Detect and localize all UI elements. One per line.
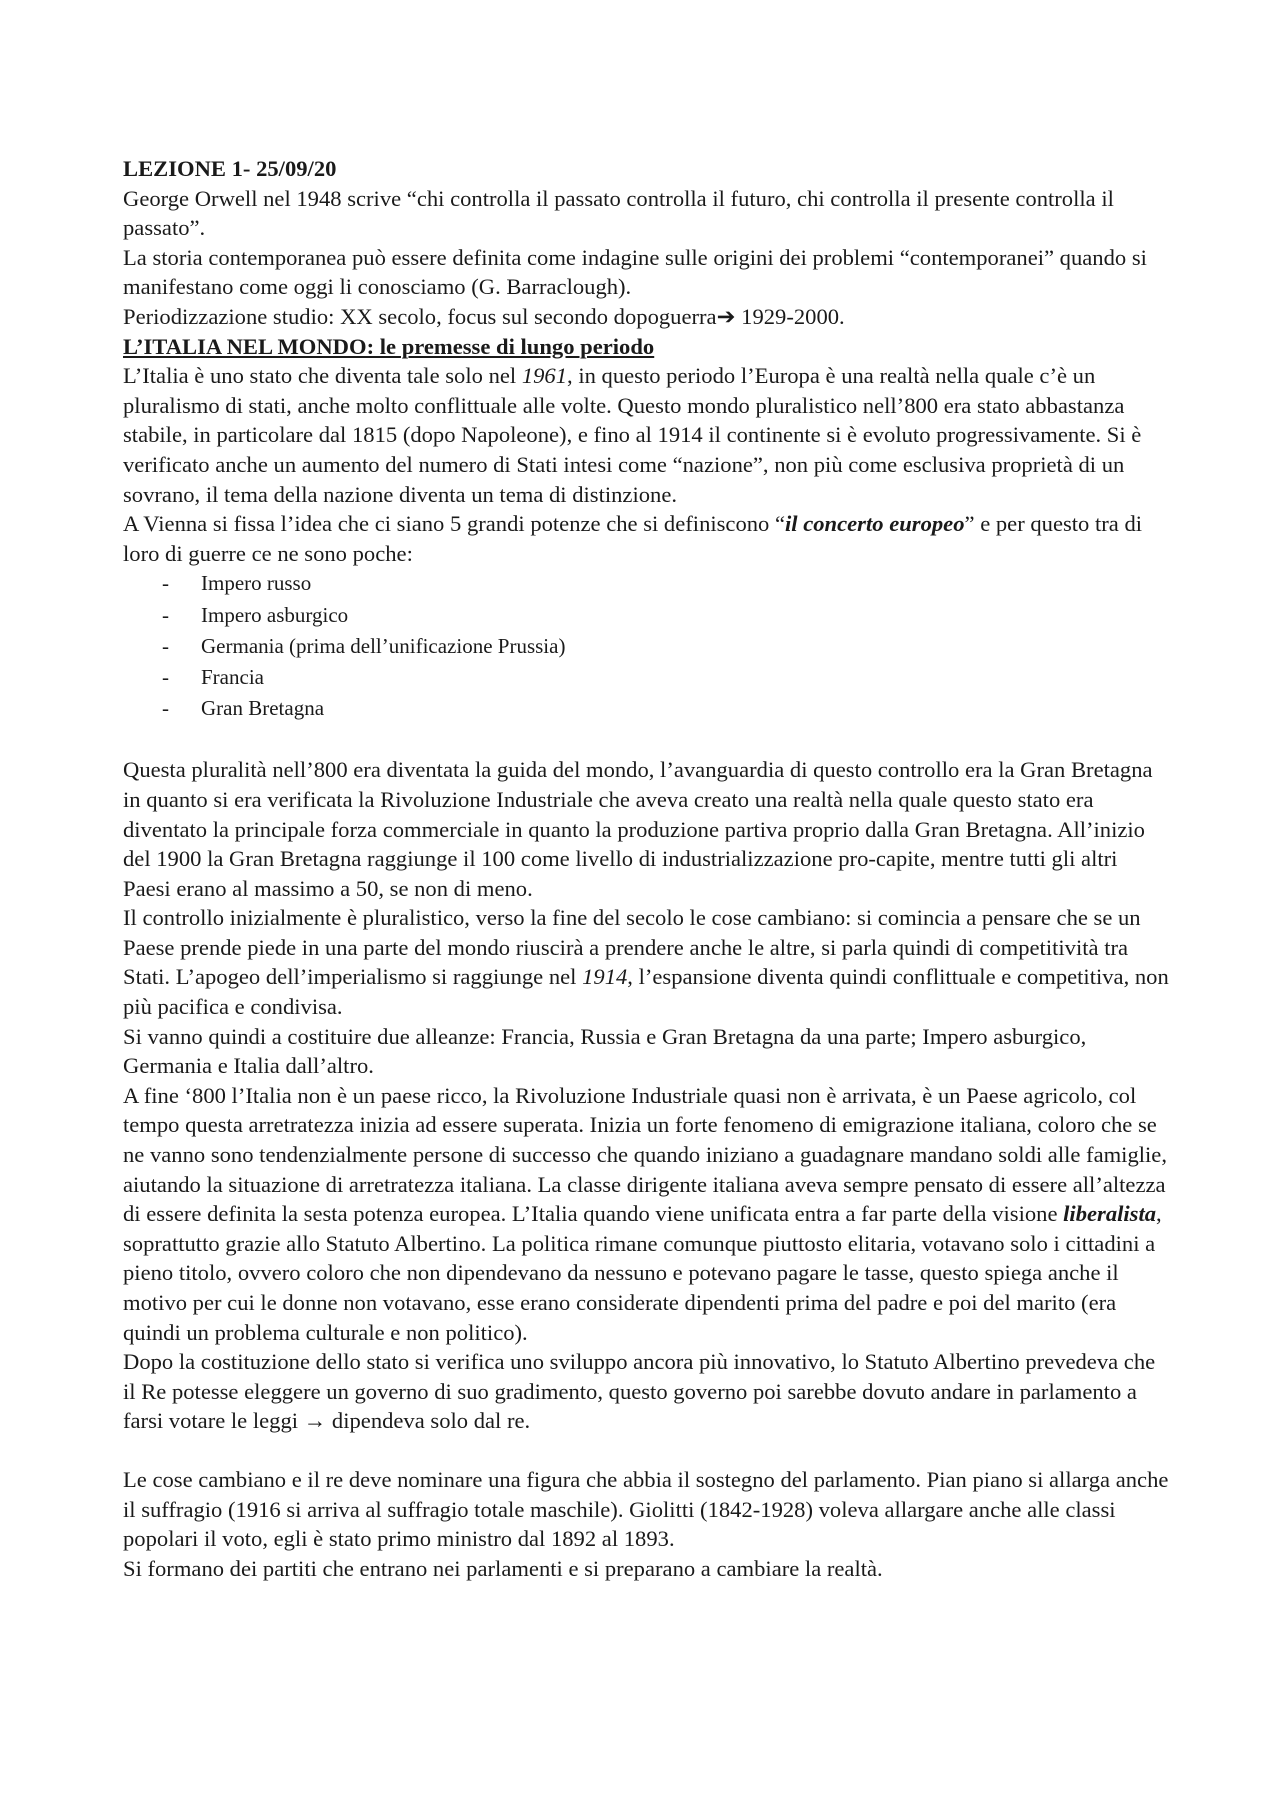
orwell-quote-paragraph: George Orwell nel 1948 scrive “chi controlla il passato controlla il futuro, chi controlla il presente controlla il passato”. bbox=[123, 185, 1114, 241]
text-run: ” e per questo tra di loro di guerre ce ne sono poche: bbox=[123, 511, 1143, 566]
text-run: Il controllo inizialmente è pluralistico, verso la fine del secolo le cose cambiano: si comincia a pensare che se un Paese prende piede in una parte del mondo riuscirà a prendere anche le altre, si parla quindi di competitività tra Stati. L’apogeo dell’imperialismo si raggiunge nel bbox=[123, 905, 1141, 990]
liberalista-term: liberalista bbox=[1063, 1201, 1157, 1227]
text-run: , soprattutto grazie allo Statuto Albertino. La politica rimane comunque piuttosto elitaria, votavano solo i cittadini a pieno titolo, ovvero coloro che non dipendevano da nessuno e potevano pagare le tasse, questo spiega anche il motivo per cui le donne non votavano, esse erano considerate dipendenti prima del padre e poi del marito (era quindi un problema culturale e non politico). bbox=[123, 1201, 1162, 1345]
list-item-text: Gran Bretagna bbox=[201, 696, 325, 721]
paragraph-suffrage: Le cose cambiano e il re deve nominare una figura che abbia il sostegno del parlamento. Pian piano si allarga anche il suffragio (1916 si arriva al suffragio totale maschile). Giolitti (1842-1928) voleva allargare anche alle classi popolari il voto, egli è stato primo ministro dal 1892 al 1893. bbox=[123, 1466, 1169, 1552]
great-powers-list bbox=[123, 568, 1170, 724]
concerto-europeo-term: il concerto europeo bbox=[785, 511, 965, 537]
year-1961: 1961 bbox=[521, 363, 568, 389]
list-dash: - bbox=[162, 571, 169, 596]
section-title: L’ITALIA NEL MONDO: le premesse di lungo periodo bbox=[123, 333, 655, 359]
periodization-paragraph bbox=[123, 302, 1170, 332]
list-dash: - bbox=[162, 696, 169, 721]
list-item-text: Impero russo bbox=[201, 571, 312, 596]
list-item-text: Germania (prima dell’unificazione Prussia) bbox=[201, 633, 566, 658]
list-item bbox=[123, 600, 1170, 631]
list-item bbox=[123, 662, 1170, 693]
definition-paragraph: La storia contemporanea può essere definita come indagine sulle origini dei problemi “contemporanei” quando si manifestano come oggi li conosciamo (G. Barraclough). bbox=[123, 244, 1147, 300]
paragraph-parties: Si formano dei partiti che entrano nei parlamenti e si preparano a cambiare la realtà. bbox=[123, 1555, 883, 1581]
paragraph-alliances: Si vanno quindi a costituire due alleanze: Francia, Russia e Gran Bretagna da una parte; Impero asburgico, Germania e Italia dall’altro. bbox=[123, 1023, 1087, 1079]
paragraph-britain: Questa pluralità nell’800 era diventata la guida del mondo, l’avanguardia di questo controllo era la Gran Bretagna in quanto si era verificata la Rivoluzione Industriale che aveva creato una realtà nella quale questo stato era diventato la principale forza commerciale in quanto la produzione partiva proprio dalla Gran Bretagna. All’inizio del 1900 la Gran Bretagna raggiunge il 100 come livello di industrializzazione pro-capite, mentre tutti gli altri Paesi erano al massimo a 50, se non di meno. bbox=[123, 757, 1153, 901]
paragraph-italy-late-800 bbox=[123, 1081, 1170, 1347]
arrow-right-icon: ➔ bbox=[716, 303, 736, 329]
text-run: , l’espansione diventa quindi conflittuale e competitiva, non più pacifica e condivisa. bbox=[123, 964, 1169, 1020]
paragraph-vienna bbox=[123, 509, 1170, 568]
lesson-heading: LEZIONE 1- 25/09/20 bbox=[123, 156, 337, 181]
paragraph-statuto-albertino: Dopo la costituzione dello stato si verifica uno sviluppo ancora più innovativo, lo Statuto Albertino prevedeva che il Re potesse eleggere un governo di suo gradimento, questo governo poi sarebbe dovuto andare in parlamento a farsi votare le leggi → dipendeva solo dal re. bbox=[123, 1349, 1156, 1434]
text-run: A Vienna si fissa l’idea che ci siano 5 grandi potenze che si definiscono “ bbox=[123, 511, 786, 537]
text-run: L’Italia è uno stato che diventa tale solo nel bbox=[123, 363, 522, 389]
paragraph-imperialism bbox=[123, 903, 1170, 1021]
text-run: , in questo periodo l’Europa è una realtà nella quale c’è un pluralismo di stati, anche molto conflittuale alle volte. Questo mondo pluralistico nell’800 era stato abbastanza stabile, in particolare dal 1815 (dopo Napoleone), e fino al 1914 il continente si è evoluto progressivamente. Si è verificato anche un aumento del numero di Stati intesi come “nazione”, non più come esclusiva proprietà di un sovrano, il tema della nazione diventa un tema di distinzione. bbox=[123, 363, 1142, 507]
blank-line bbox=[123, 1436, 1170, 1465]
list-dash: - bbox=[162, 633, 169, 658]
paragraph-italy-state bbox=[123, 361, 1170, 509]
list-item-text: Impero asburgico bbox=[201, 602, 349, 627]
text-run: A fine ‘800 l’Italia non è un paese ricco, la Rivoluzione Industriale quasi non è arrivata, è un Paese agricolo, col tempo questa arretratezza inizia ad essere superata. Inizia un forte fenomeno di emigrazione italiana, coloro che se ne vanno sono tendenzialmente persone di successo che quando iniziano a guadagnare mandano soldi alle famiglie, aiutando la situazione di arretratezza italiana. La classe dirigente italiana aveva sempre pensato di essere all’altezza di essere definita la sesta potenza europea. L’Italia quando viene unificata entra a far parte della visione bbox=[123, 1082, 1167, 1227]
list-item bbox=[123, 693, 1170, 724]
list-dash: - bbox=[162, 602, 169, 627]
list-item bbox=[123, 568, 1170, 599]
list-item bbox=[123, 631, 1170, 662]
list-dash: - bbox=[162, 664, 169, 689]
blank-line bbox=[123, 724, 1170, 755]
list-item-text: Francia bbox=[201, 664, 264, 689]
periodization-range: 1929-2000. bbox=[735, 303, 845, 329]
periodization-text: Periodizzazione studio: XX secolo, focus sul secondo dopoguerra bbox=[123, 303, 717, 329]
year-1914: 1914 bbox=[582, 964, 628, 990]
